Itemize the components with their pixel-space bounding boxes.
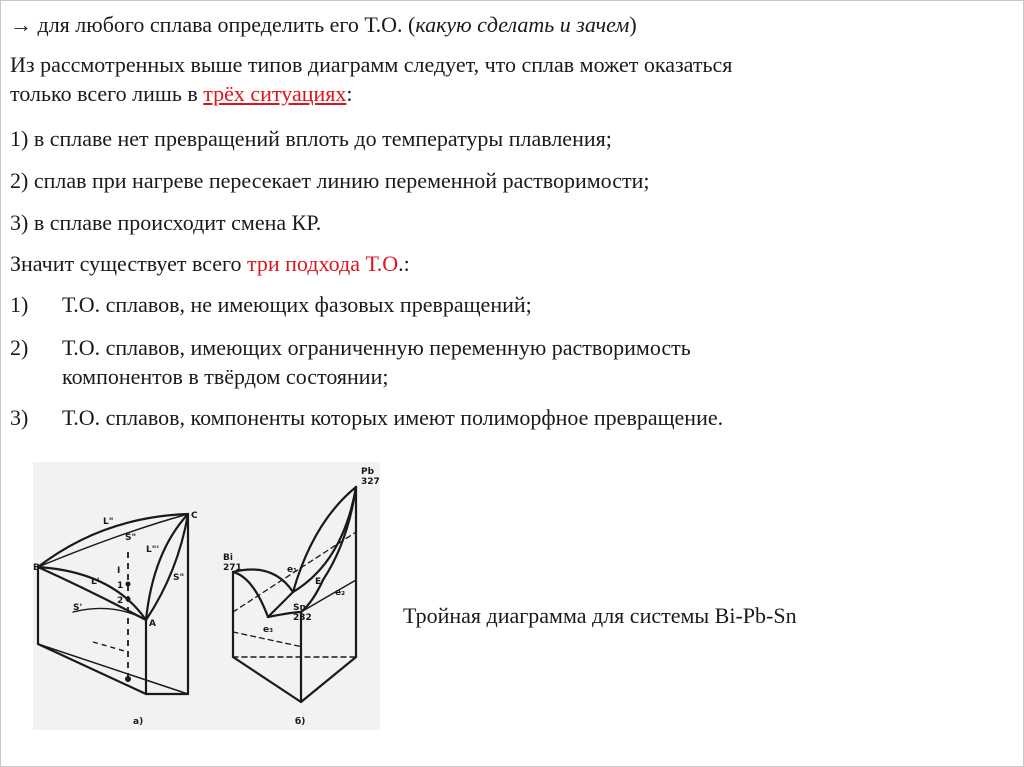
fig-a-caption: а) xyxy=(133,717,144,727)
approach-text-2-cont: компонентов в твёрдом состоянии; xyxy=(62,364,389,389)
fig-b-label-sn: Sn xyxy=(293,603,306,613)
fig-b-caption: б) xyxy=(295,717,306,727)
fig-b-label-e1: e₁ xyxy=(287,565,298,575)
fig-a-label-s-top: S" xyxy=(125,533,137,543)
intro-line-b xyxy=(10,81,353,107)
fig-b-label-pb: Pb xyxy=(361,467,375,477)
intro-line-b-end: : xyxy=(346,81,353,106)
approach-number-2: 2) xyxy=(10,335,29,360)
fig-a-label-i: I xyxy=(117,566,121,576)
arrow-point-end: ) xyxy=(629,12,637,37)
intro-line-a: Из рассмотренных выше типов диаграмм следует, что сплав может оказаться xyxy=(10,52,733,77)
approach-text-3: Т.О. сплавов, компоненты которых имеют полиморфное превращение. xyxy=(62,405,724,430)
fig-b-label-e2: e₂ xyxy=(335,588,346,598)
fig-b-label-bi: Bi xyxy=(223,553,233,563)
approach-text-1: Т.О. сплавов, не имеющих фазовых превращений; xyxy=(62,292,532,317)
fig-a-label-l-top: L" xyxy=(103,517,114,527)
phase-diagram-a xyxy=(33,462,223,730)
figure-caption: Тройная диаграмма для системы Bi-Pb-Sn xyxy=(403,603,797,628)
situation-item-3: 3) в сплаве происходит смена КР. xyxy=(10,210,322,235)
arrow-icon: → xyxy=(10,12,32,37)
arrow-point-text: для любого сплава определить его Т.О. ( xyxy=(32,12,416,37)
fig-a-label-s-right: S" xyxy=(173,573,185,583)
fig-a-label-b: B xyxy=(33,563,40,573)
fig-b-label-bi-temp: 271 xyxy=(223,563,242,573)
fig-a-label-1: 1 xyxy=(117,581,124,591)
fig-b-label-sn-temp: 232 xyxy=(293,613,312,623)
intro-highlight-three-situations: трёх ситуациях xyxy=(203,81,347,106)
fig-a-label-2: 2 xyxy=(117,596,124,606)
fig-a-label-l-right: L"' xyxy=(146,545,160,555)
approach-number-3: 3) xyxy=(10,405,29,430)
approaches-intro-plain: Значит существует всего xyxy=(10,251,247,276)
fig-a-label-s-mid: S' xyxy=(73,603,83,613)
approaches-highlight: три подхода Т.О xyxy=(247,251,399,276)
arrow-point-italic: какую сделать и зачем xyxy=(415,12,630,37)
approach-number-1: 1) xyxy=(10,292,29,317)
approach-text-2: Т.О. сплавов, имеющих ограниченную переменную растворимость xyxy=(62,335,691,360)
phase-diagram-b xyxy=(223,462,380,730)
fig-b-label-pb-temp: 327 xyxy=(361,477,380,487)
fig-b-label-e3: e₃ xyxy=(263,625,274,635)
arrow-point-line xyxy=(10,12,637,38)
approaches-intro xyxy=(10,251,410,277)
fig-b-label-e: E xyxy=(315,577,322,587)
fig-a-label-c: C xyxy=(191,511,198,521)
fig-a-label-a: A xyxy=(149,619,156,629)
approaches-intro-end: .: xyxy=(398,251,410,276)
situation-item-1: 1) в сплаве нет превращений вплоть до температуры плавления; xyxy=(10,126,612,151)
situation-item-2: 2) сплав при нагреве пересекает линию переменной растворимости; xyxy=(10,168,650,193)
fig-a-label-l-mid: L' xyxy=(91,577,100,587)
intro-line-b-plain: только всего лишь в xyxy=(10,81,204,106)
